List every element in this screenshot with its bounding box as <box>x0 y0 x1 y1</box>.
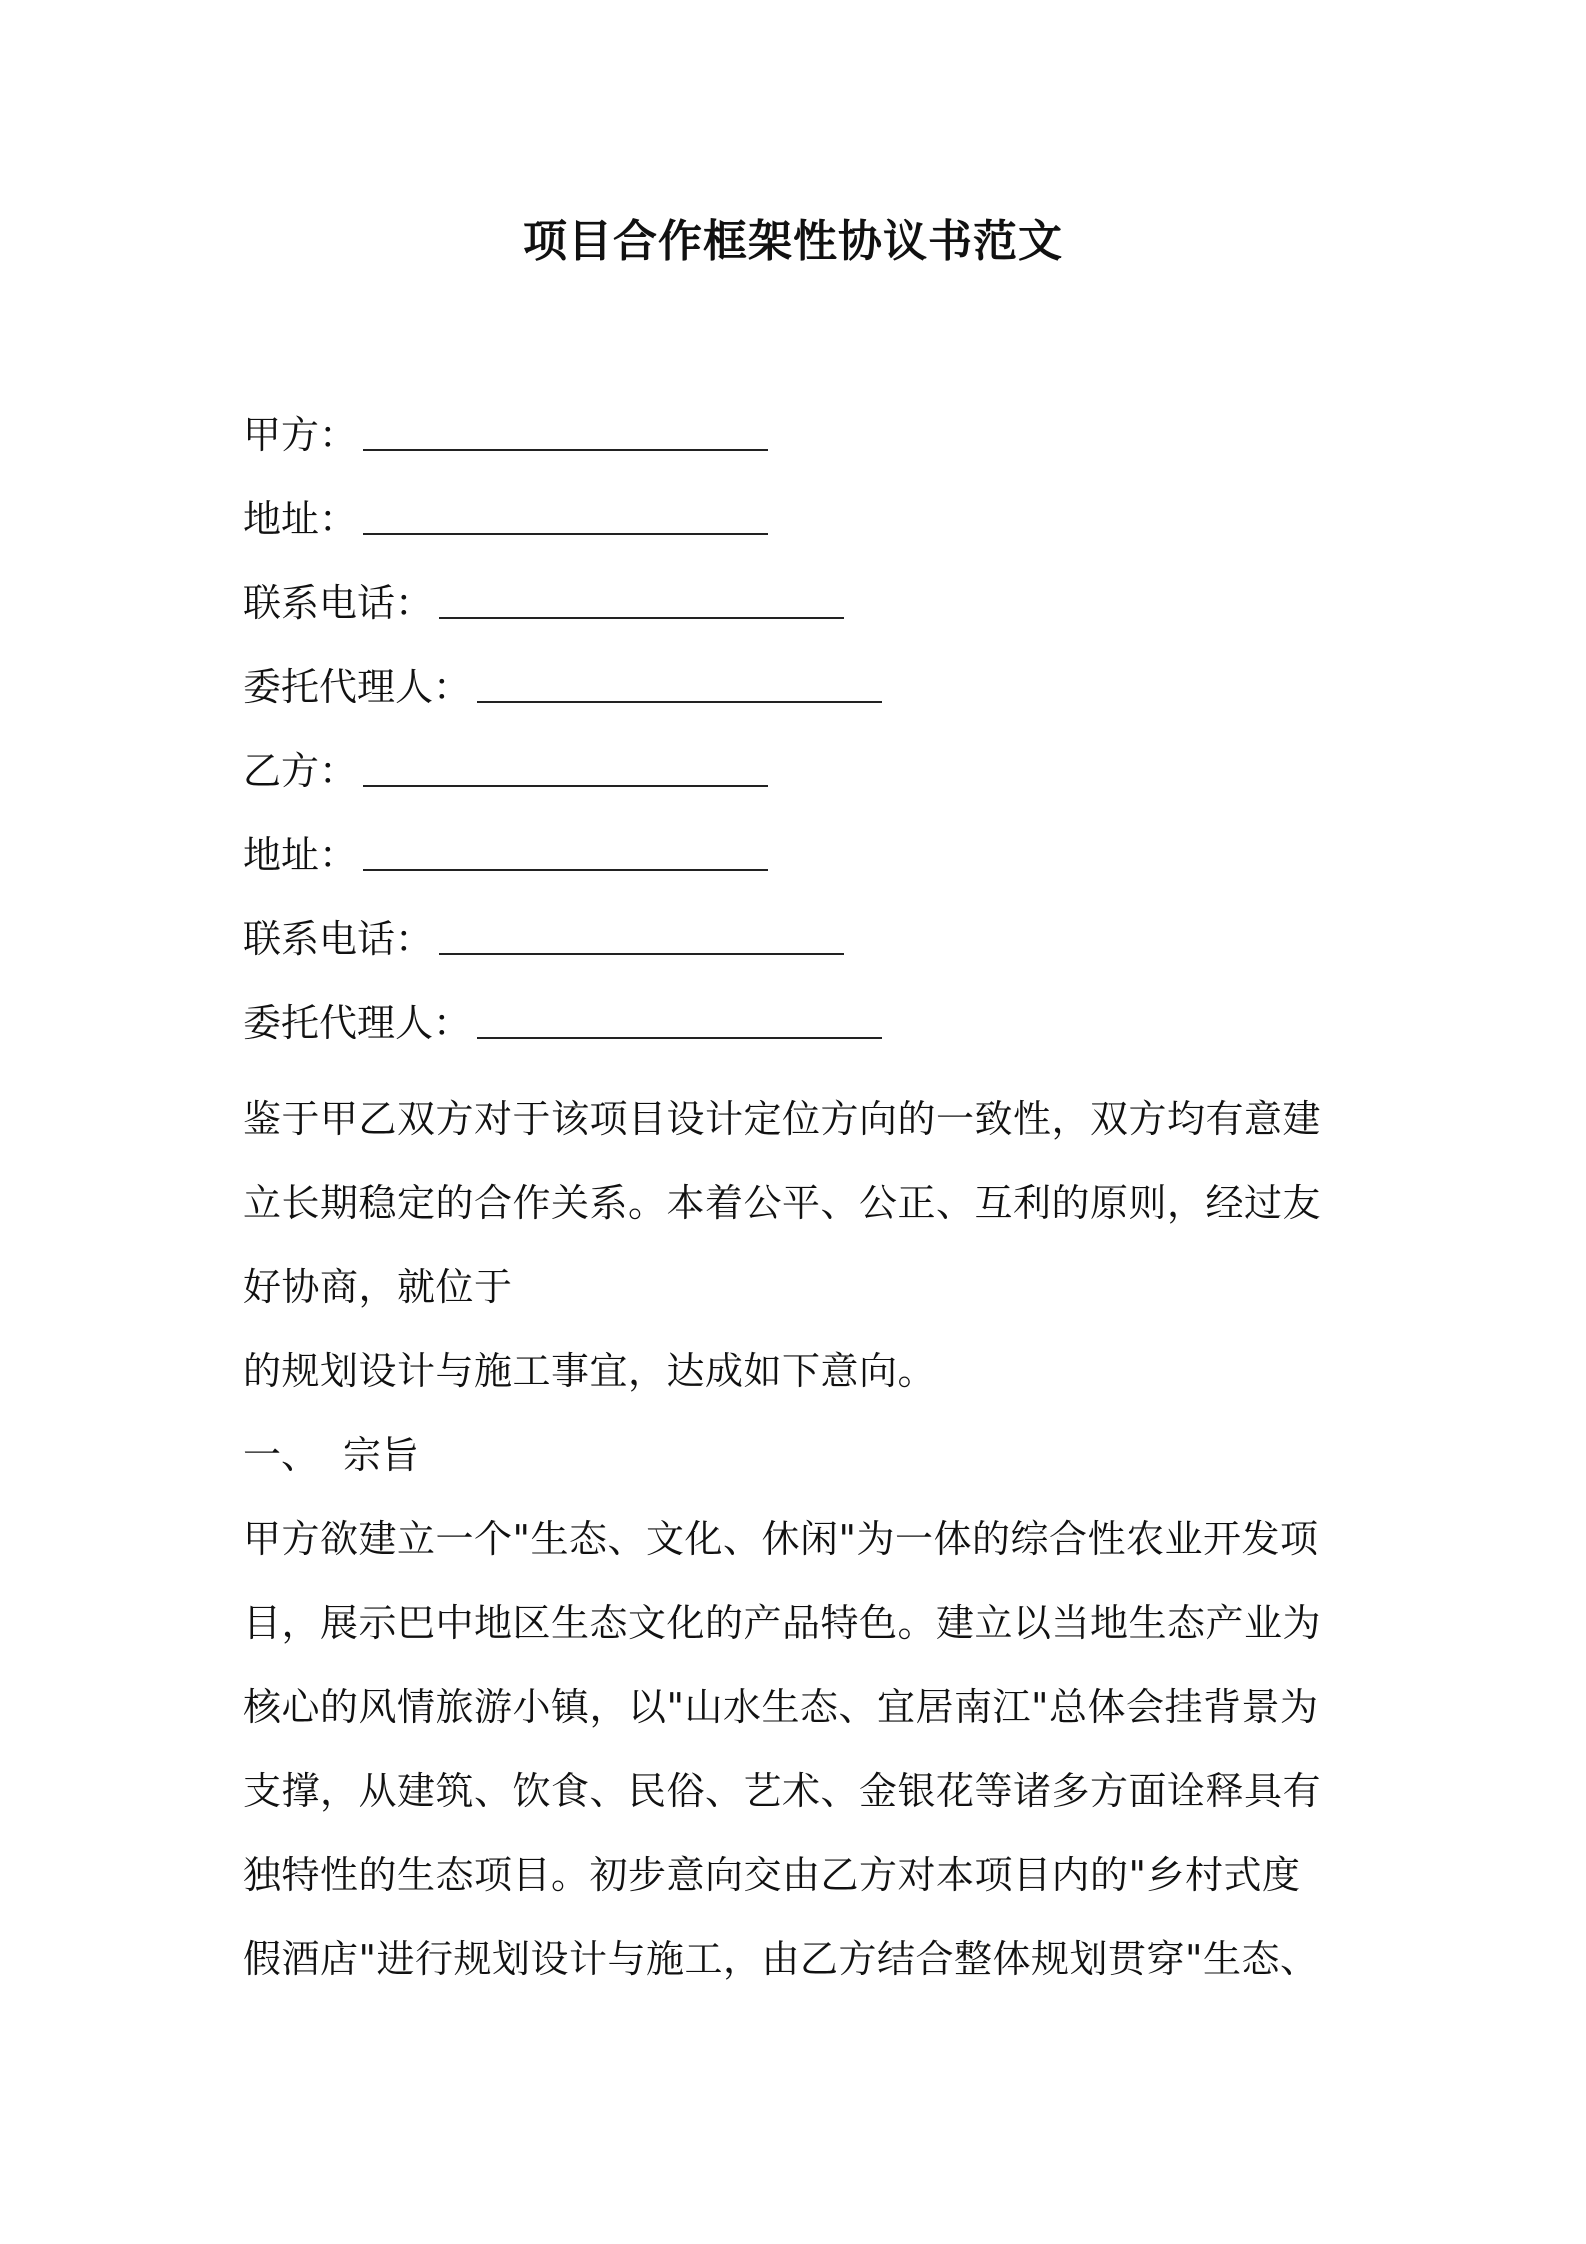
party-b-agent-blank[interactable] <box>477 993 882 1039</box>
party-b-name-label: 乙方： <box>243 749 358 793</box>
party-b-name-blank[interactable] <box>363 741 768 787</box>
intro-paragraph <box>243 1077 1363 1413</box>
section-1-heading <box>243 1413 1363 1497</box>
party-a-agent-label: 委托代理人： <box>243 665 472 709</box>
party-fields <box>243 405 1363 1077</box>
party-a-name-label: 甲方： <box>243 413 358 457</box>
intro-line: 鉴于甲乙双方对于该项目设计定位方向的一致性，双方均有意建 <box>243 1097 1322 1141</box>
party-a-address-label: 地址： <box>243 497 358 541</box>
party-b-phone-label: 联系电话： <box>243 917 434 961</box>
section-1-number: 一、 <box>243 1433 320 1477</box>
party-a-address-field <box>243 489 1363 573</box>
section-1-title: 宗旨 <box>343 1433 420 1477</box>
intro-line: 好协商，就位于 <box>243 1265 513 1309</box>
document-title: 项目合作框架性协议书范文 <box>523 216 1063 267</box>
agreement-body <box>243 1077 1363 2001</box>
party-b-address-blank[interactable] <box>363 825 768 871</box>
party-a-phone-blank[interactable] <box>439 573 844 619</box>
party-b-name-field <box>243 741 1363 825</box>
party-b-agent-field <box>243 993 1363 1077</box>
party-b-phone-field <box>243 909 1363 993</box>
party-b-address-field <box>243 825 1363 909</box>
intro-line: 的规划设计与施工事宜，达成如下意向。 <box>243 1349 937 1393</box>
party-a-name-field <box>243 405 1363 489</box>
party-a-name-blank[interactable] <box>363 405 768 451</box>
section-1-paragraph <box>243 1497 1363 2001</box>
section-1-line: 目，展示巴中地区生态文化的产品特色。建立以当地生态产业为 <box>243 1601 1322 1645</box>
section-1-line: 甲方欲建立一个"生态、文化、休闲"为一体的综合性农业开发项 <box>243 1517 1319 1561</box>
party-b-phone-blank[interactable] <box>439 909 844 955</box>
party-b-agent-label: 委托代理人： <box>243 1001 472 1045</box>
party-a-address-blank[interactable] <box>363 489 768 535</box>
intro-line: 立长期稳定的合作关系。本着公平、公正、互利的原则，经过友 <box>243 1181 1322 1225</box>
party-a-phone-label: 联系电话： <box>243 581 434 625</box>
party-a-agent-field <box>243 657 1363 741</box>
section-1-line: 独特性的生态项目。初步意向交由乙方对本项目内的"乡村式度 <box>243 1853 1301 1897</box>
section-1-line: 支撑，从建筑、饮食、民俗、艺术、金银花等诸多方面诠释具有 <box>243 1769 1322 1813</box>
party-a-agent-blank[interactable] <box>477 657 882 703</box>
section-1-line: 核心的风情旅游小镇，以"山水生态、宜居南江"总体会挂背景为 <box>243 1685 1319 1729</box>
section-1-line: 假酒店"进行规划设计与施工，由乙方结合整体规划贯穿"生态、 <box>243 1937 1319 1981</box>
party-b-address-label: 地址： <box>243 833 358 877</box>
party-a-phone-field <box>243 573 1363 657</box>
